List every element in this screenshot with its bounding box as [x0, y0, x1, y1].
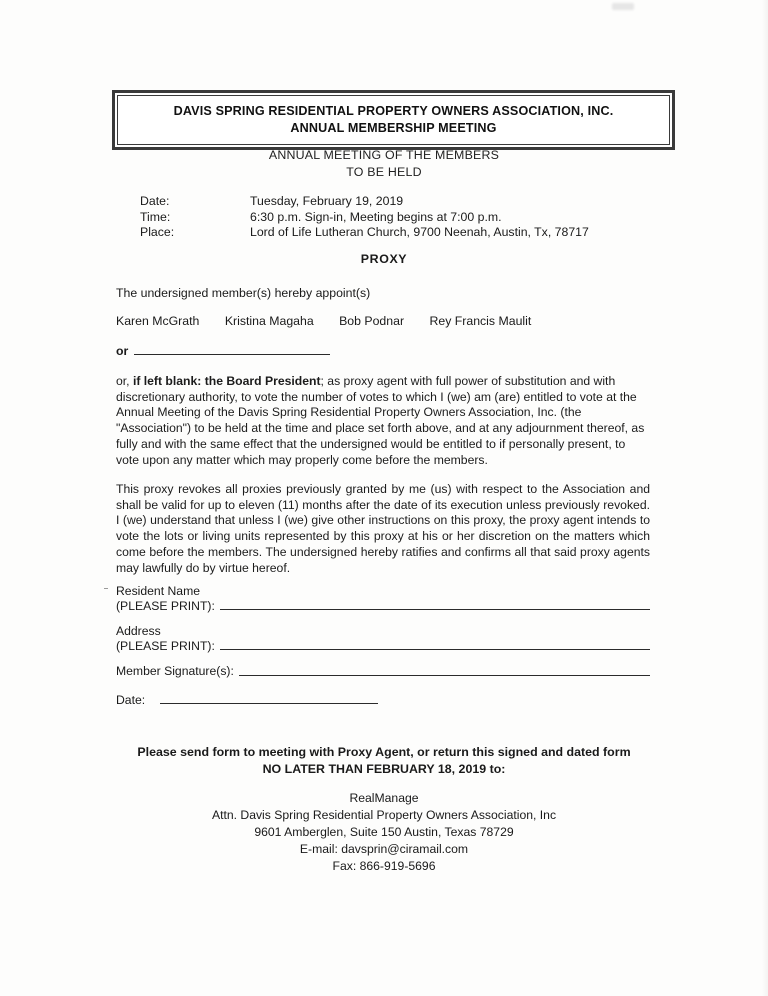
paragraph-1-rest: ; as proxy agent with full power of substitution and with discretionary authority, to vote the number of votes to which I (we) am (are) entitled to vote at the Annual Meeting of the Davis Spring Residential Property Owners Association, Inc. (the "Association") to be held at the time and place set forth above, and at any adjournment thereof, as fully and with the same effect that the undersigned would be entitled to if personally present, to vote upon any matter which may properly come before the members. [116, 374, 645, 467]
detail-label-place: Place: [140, 225, 175, 240]
appointment-intro-text: The undersigned member(s) hereby appoint(s) [116, 286, 371, 300]
resident-name-label: (PLEASE PRINT): [116, 598, 215, 613]
scan-artifact-tick [104, 588, 108, 589]
resident-name-input[interactable] [220, 609, 650, 610]
proxy-agent-name-1: Karen McGrath [116, 314, 200, 328]
signature-fields [116, 584, 650, 707]
address-block [116, 624, 650, 653]
or-label: or [116, 344, 129, 358]
paragraph-1-bold-phrase: if left blank: the Board President [132, 374, 321, 388]
address-row [116, 639, 650, 654]
document-title-box [112, 90, 675, 150]
signature-label: Member Signature(s): [116, 664, 234, 678]
subtitle-line-1: ANNUAL MEETING OF THE MEMBERS [268, 148, 500, 162]
detail-row-time [140, 210, 589, 226]
detail-value-place: Lord of Life Lutheran Church, 9700 Neenah, Austin, Tx, 78717 [250, 225, 589, 240]
management-contact-block [0, 790, 768, 875]
proxy-agent-name-2: Kristina Magaha [224, 314, 314, 328]
detail-value-date: Tuesday, February 19, 2019 [250, 194, 404, 208]
date-input[interactable] [160, 703, 378, 704]
address-input[interactable] [220, 649, 650, 650]
return-instructions-line-2: NO LATER THAN FEBRUARY 18, 2019 to: [262, 761, 506, 776]
detail-row-place [140, 225, 589, 241]
subtitle-line-2: TO BE HELD [346, 164, 422, 179]
resident-name-caption: Resident Name [116, 584, 200, 598]
meeting-type-title: ANNUAL MEMBERSHIP MEETING [290, 120, 497, 135]
management-attn-line: Attn. Davis Spring Residential Property Owners Association, Inc [211, 808, 557, 822]
resident-name-block [116, 584, 650, 613]
management-email: E-mail: davsprin@ciramail.com [299, 842, 469, 856]
signature-input[interactable] [239, 675, 650, 676]
return-instructions [0, 744, 768, 777]
signature-row [116, 664, 650, 679]
meeting-subtitle [0, 147, 768, 180]
address-label: (PLEASE PRINT): [116, 638, 215, 653]
return-instructions-line-1: Please send form to meeting with Proxy Agent, or return this signed and dated form [137, 745, 631, 759]
detail-label-date: Date: [140, 194, 170, 208]
proxy-agent-names [116, 314, 531, 328]
scan-artifact-speck [612, 3, 634, 10]
other-agent-row [116, 344, 330, 358]
proxy-agent-name-3: Bob Podnar [339, 314, 405, 328]
signature-block [116, 664, 650, 679]
other-agent-input-line[interactable] [134, 354, 330, 355]
detail-row-date [140, 194, 589, 210]
meeting-details [140, 194, 589, 241]
proxy-agent-name-4: Rey Francis Maulit [429, 314, 532, 328]
date-label: Date: [116, 692, 146, 707]
management-company-name: RealManage [349, 791, 419, 805]
proxy-heading: PROXY [360, 252, 408, 266]
management-fax: Fax: 866-919-5696 [332, 859, 436, 873]
proxy-revocation-paragraph: This proxy revokes all proxies previously granted by me (us) with respect to the Association and shall be valid for up to eleven (11) months after the date of its execution unless previously revoked. I (we) understand that unless I (we) give other instructions on this proxy, the proxy agent intends to vote the lots or living units represented by this proxy at his or her discretion on the matters which come before the members. The undersigned hereby ratifies and confirms all that said proxy agents may lawfully do by virtue hereof. [116, 482, 650, 575]
resident-name-row [116, 599, 650, 614]
detail-value-time: 6:30 p.m. Sign-in, Meeting begins at 7:00 p.m. [250, 209, 502, 224]
association-name: DAVIS SPRING RESIDENTIAL PROPERTY OWNERS ASSOCIATION, INC. [173, 104, 614, 118]
address-caption: Address [116, 624, 161, 638]
management-address: 9601 Amberglen, Suite 150 Austin, Texas 78729 [254, 825, 514, 839]
detail-label-time: Time: [140, 209, 171, 224]
paragraph-1-prefix: or, [116, 374, 133, 388]
proxy-authority-paragraph [116, 374, 650, 468]
document-title-box-inner [117, 95, 670, 145]
date-row [116, 693, 650, 707]
